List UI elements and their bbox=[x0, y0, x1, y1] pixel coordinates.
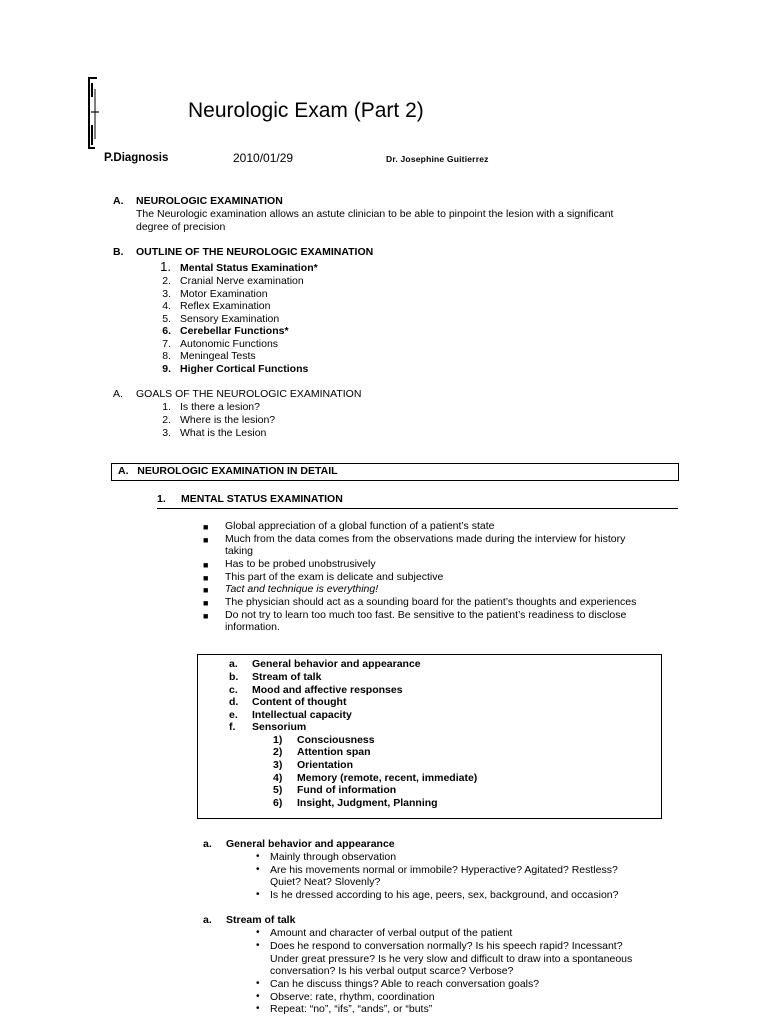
mse-bullet-text: taking bbox=[225, 545, 254, 557]
outline-item: Cerebellar Functions* bbox=[180, 325, 289, 337]
mse-number: 1. bbox=[157, 493, 166, 505]
outline-number: 1. bbox=[160, 259, 171, 274]
bullet-icon: • bbox=[256, 940, 260, 951]
author-name: Dr. Josephine Guitierrez bbox=[386, 154, 489, 164]
bullet-icon: • bbox=[256, 889, 260, 900]
square-bullet-icon: ■ bbox=[203, 560, 209, 570]
document-date: 2010/01/29 bbox=[233, 151, 294, 165]
sensorium-item: Consciousness bbox=[297, 734, 375, 746]
outline-number: 3. bbox=[162, 288, 171, 300]
stream-of-talk-line: Can he discuss things? Able to reach conversation goals? bbox=[270, 978, 540, 990]
mse-outline-item: Content of thought bbox=[252, 696, 347, 708]
document-logo-mark bbox=[88, 77, 102, 149]
sensorium-item: Attention span bbox=[297, 746, 371, 758]
stream-of-talk-line: Repeat: “no”, “ifs”, “ands”, or “buts” bbox=[270, 1003, 433, 1015]
outline-number: 6. bbox=[162, 325, 171, 337]
outline-item: Sensory Examination bbox=[180, 313, 280, 325]
stream-of-talk-line: conversation? Is his verbal output scarce? Verbose? bbox=[270, 965, 514, 977]
goal-item: Is there a lesion? bbox=[180, 401, 260, 413]
outline-number: 9. bbox=[162, 363, 171, 375]
mse-divider bbox=[157, 508, 678, 509]
bullet-icon: • bbox=[256, 978, 260, 989]
stream-of-talk-letter: a. bbox=[203, 914, 212, 926]
goal-item: Where is the lesion? bbox=[180, 414, 276, 426]
mse-outline-item: General behavior and appearance bbox=[252, 658, 421, 670]
section-a-letter: A. bbox=[113, 195, 124, 207]
section-b-heading: OUTLINE OF THE NEUROLOGIC EXAMINATION bbox=[136, 246, 374, 258]
sensorium-number: 1) bbox=[273, 734, 283, 746]
sensorium-number: 4) bbox=[273, 772, 283, 784]
outline-number: 5. bbox=[162, 313, 171, 325]
outline-item: Mental Status Examination* bbox=[180, 262, 318, 274]
outline-number: 2. bbox=[162, 275, 171, 287]
mse-outline-letter: f. bbox=[229, 721, 236, 733]
bullet-icon: • bbox=[256, 864, 260, 875]
bullet-icon: • bbox=[256, 851, 260, 862]
stream-of-talk-heading: Stream of talk bbox=[226, 914, 296, 926]
goal-number: 1. bbox=[162, 401, 171, 413]
section-a-text-line: The Neurologic examination allows an astute clinician to be able to pinpoint the lesion with a significant bbox=[136, 208, 614, 220]
mse-bullet-text: The physician should act as a sounding board for the patient’s thoughts and experiences bbox=[225, 596, 637, 608]
mse-bullet-text: Much from the data comes from the observations made during the interview for history bbox=[225, 533, 626, 545]
mse-outline-letter: c. bbox=[229, 684, 238, 696]
outline-number: 7. bbox=[162, 338, 171, 350]
outline-number: 8. bbox=[162, 350, 171, 362]
section-b-letter: B. bbox=[113, 246, 124, 258]
stream-of-talk-line: Observe: rate, rhythm, coordination bbox=[270, 991, 435, 1003]
mse-outline-letter: d. bbox=[229, 696, 239, 708]
outline-item: Reflex Examination bbox=[180, 300, 271, 312]
outline-item: Cranial Nerve examination bbox=[180, 275, 304, 287]
section-a-text-line: degree of precision bbox=[136, 221, 226, 233]
mse-outline-letter: e. bbox=[229, 709, 238, 721]
mse-outline-letter: a. bbox=[229, 658, 238, 670]
square-bullet-icon: ■ bbox=[203, 522, 209, 532]
stream-of-talk-line: Amount and character of verbal output of the patient bbox=[270, 927, 513, 939]
page-title: Neurologic Exam (Part 2) bbox=[188, 99, 424, 122]
mse-bullet-text: information. bbox=[225, 621, 280, 633]
sensorium-item: Insight, Judgment, Planning bbox=[297, 797, 438, 809]
mse-bullet-text: Global appreciation of a global function of a patient’s state bbox=[225, 520, 495, 532]
goal-number: 3. bbox=[162, 427, 171, 439]
sensorium-number: 6) bbox=[273, 797, 283, 809]
sensorium-item: Orientation bbox=[297, 759, 354, 771]
square-bullet-icon: ■ bbox=[203, 535, 209, 545]
sensorium-number: 3) bbox=[273, 759, 283, 771]
bullet-icon: • bbox=[256, 1003, 260, 1014]
subject-label: P.Diagnosis bbox=[104, 152, 169, 164]
mse-outline-item: Sensorium bbox=[252, 721, 307, 733]
sensorium-number: 2) bbox=[273, 746, 283, 758]
mse-outline-item: Stream of talk bbox=[252, 671, 322, 683]
mse-outline-letter: b. bbox=[229, 671, 239, 683]
section-a-heading: NEUROLOGIC EXAMINATION bbox=[136, 195, 283, 207]
outline-number: 4. bbox=[162, 300, 171, 312]
square-bullet-icon: ■ bbox=[203, 598, 209, 608]
sensorium-item: Memory (remote, recent, immediate) bbox=[297, 772, 478, 784]
general-behavior-line: Mainly through observation bbox=[270, 851, 397, 863]
general-behavior-heading: General behavior and appearance bbox=[226, 838, 395, 850]
goal-number: 2. bbox=[162, 414, 171, 426]
outline-item: Autonomic Functions bbox=[180, 338, 279, 350]
outline-item: Higher Cortical Functions bbox=[180, 363, 309, 375]
bullet-icon: • bbox=[256, 991, 260, 1002]
square-bullet-icon: ■ bbox=[203, 585, 209, 595]
mse-bullet-text: Tact and technique is everything! bbox=[225, 583, 379, 595]
general-behavior-line: Is he dressed according to his age, peers, sex, background, and occasion? bbox=[270, 889, 619, 901]
detail-heading-box bbox=[111, 463, 679, 481]
goals-letter: A. bbox=[113, 388, 123, 400]
stream-of-talk-line: Under great pressure? Is he very slow and difficult to draw into a spontaneous bbox=[270, 953, 633, 965]
square-bullet-icon: ■ bbox=[203, 611, 209, 621]
bullet-icon: • bbox=[256, 927, 260, 938]
square-bullet-icon: ■ bbox=[203, 573, 209, 583]
outline-item: Meningeal Tests bbox=[180, 350, 256, 362]
general-behavior-letter: a. bbox=[203, 838, 212, 850]
stream-of-talk-line: Does he respond to conversation normally? Is his speech rapid? Incessant? bbox=[270, 940, 623, 952]
mse-bullet-text: Do not try to learn too much too fast. Be sensitive to the patient’s readiness to disclose bbox=[225, 609, 627, 621]
general-behavior-line: Quiet? Neat? Slovenly? bbox=[270, 876, 381, 888]
sensorium-number: 5) bbox=[273, 784, 283, 796]
mse-heading: MENTAL STATUS EXAMINATION bbox=[181, 493, 343, 505]
mse-outline-item: Mood and affective responses bbox=[252, 684, 403, 696]
outline-item: Motor Examination bbox=[180, 288, 268, 300]
mse-bullet-text: This part of the exam is delicate and subjective bbox=[225, 571, 444, 583]
detail-heading: A. NEUROLOGIC EXAMINATION IN DETAIL bbox=[118, 465, 338, 477]
general-behavior-line: Are his movements normal or immobile? Hyperactive? Agitated? Restless? bbox=[270, 864, 618, 876]
goal-item: What is the Lesion bbox=[180, 427, 267, 439]
mse-outline-item: Intellectual capacity bbox=[252, 709, 352, 721]
sensorium-item: Fund of information bbox=[297, 784, 397, 796]
mse-bullet-text: Has to be probed unobstrusively bbox=[225, 558, 376, 570]
goals-heading: GOALS OF THE NEUROLOGIC EXAMINATION bbox=[136, 388, 362, 400]
